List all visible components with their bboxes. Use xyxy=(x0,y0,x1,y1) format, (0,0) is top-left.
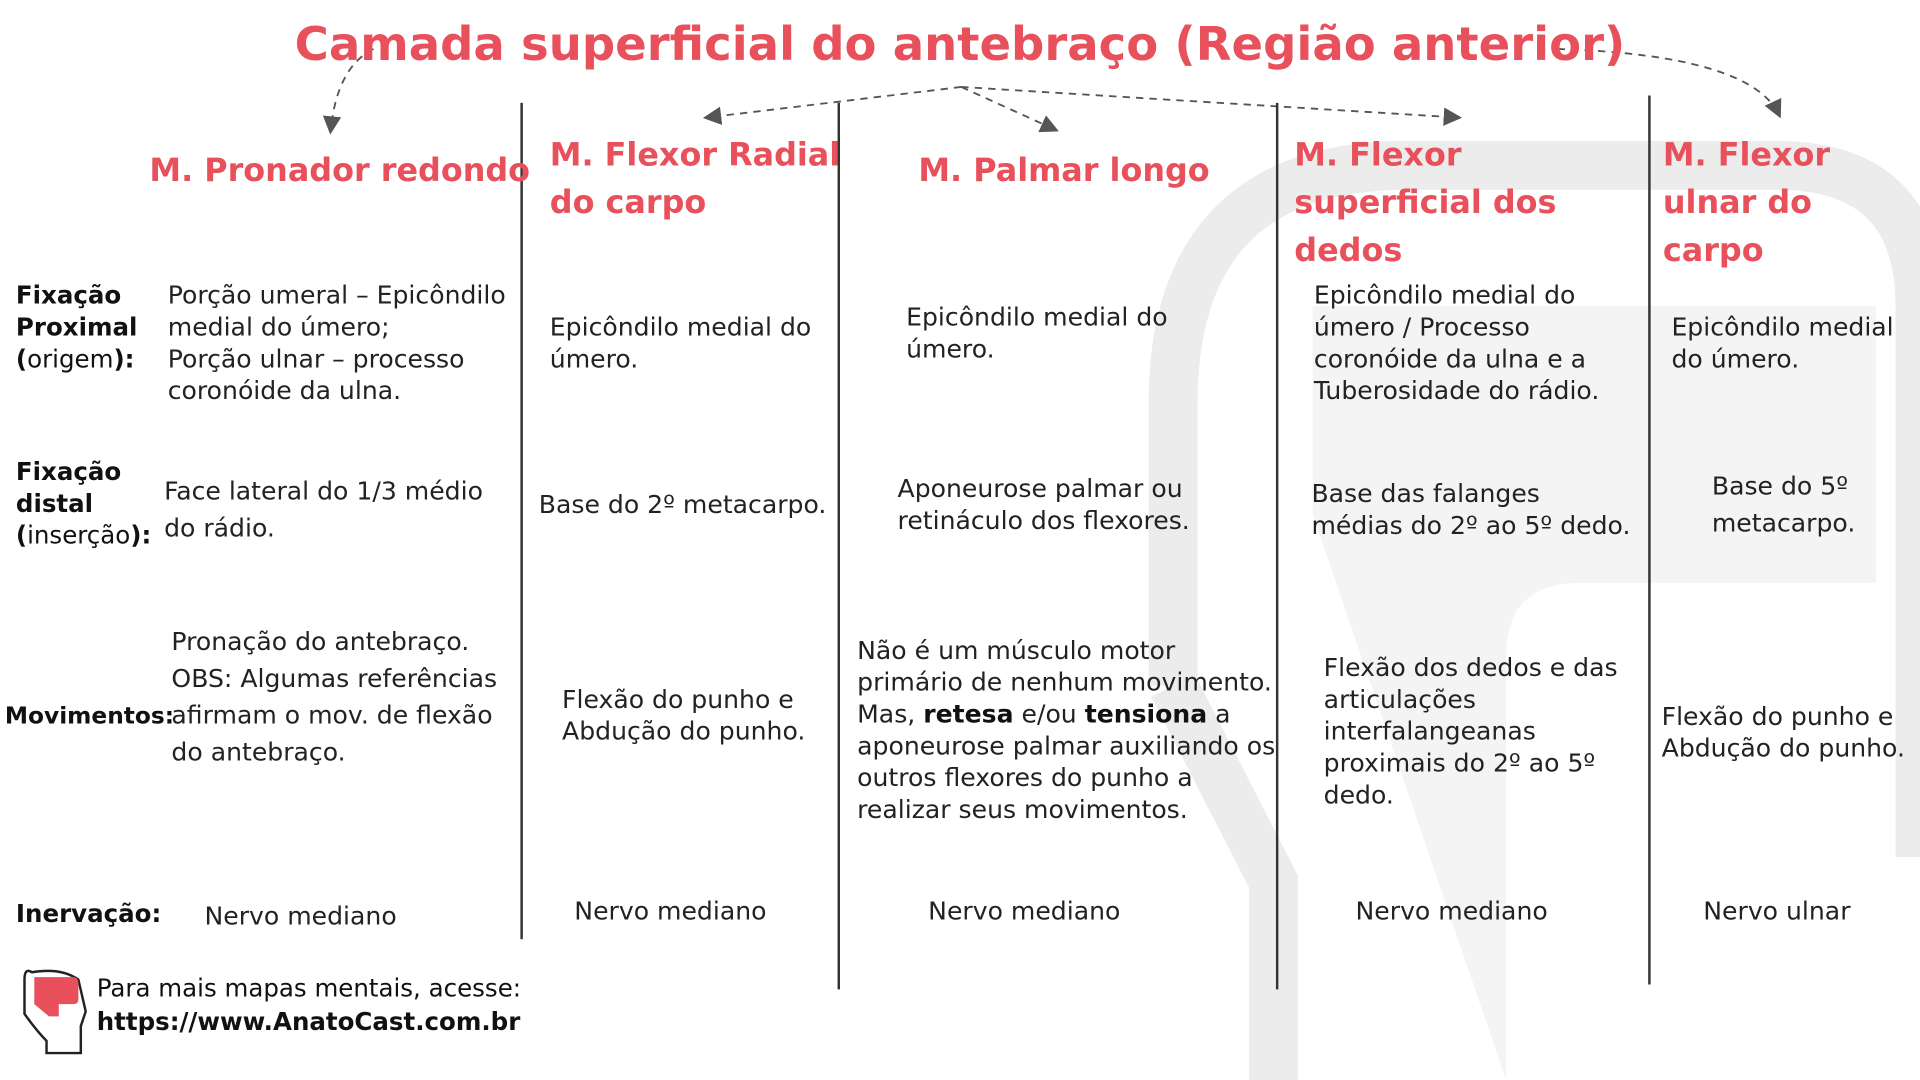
cell-movimentos-pronador: Pronação do antebraço. OBS: Algumas referências afirmam o mov. de flexão do antebraço. xyxy=(171,626,498,767)
cell-movimentos-flexor-superficial: Flexão dos dedos e das articulações interfalangeanas proximais do 2º ao 5º dedo. xyxy=(1323,652,1618,810)
cell-distal-flexor-radial: Base do 2º metacarpo. xyxy=(538,489,827,520)
cell-movimentos-palmar-longo: Não é um músculo motor primário de nenhum movimento. Mas, retesa e/ou tensiona a aponeurose palmar auxiliando os outros flexores do punho a realizar seus movimentos. xyxy=(857,635,1276,825)
row-label-distal: Fixação distal (inserção): xyxy=(15,456,152,550)
page-title: Camada superficial do antebraço (Região anterior) xyxy=(294,17,1626,72)
cell-movimentos-flexor-radial: Flexão do punho e Abdução do punho. xyxy=(562,684,806,746)
row-label-inervacao: Inervação: xyxy=(15,898,162,929)
cell-proximal-flexor-superficial: Epicôndilo medial do úmero / Processo coronóide da ulna e a Tuberosidade do rádio. xyxy=(1313,280,1600,406)
row-label-movimentos: Movimentos: xyxy=(4,702,175,730)
cell-inervacao-flexor-ulnar: Nervo ulnar xyxy=(1703,896,1851,926)
column-header-flexor-radial: M. Flexor Radial do carpo xyxy=(549,137,841,222)
cell-movimentos-flexor-ulnar: Flexão do punho e Abdução do punho. xyxy=(1661,701,1905,763)
footer-line: Para mais mapas mentais, acesse: xyxy=(96,973,522,1003)
cell-proximal-pronador: Porção umeral – Epicôndilo medial do úmero; Porção ulnar – processo coronóide da ulna. xyxy=(167,280,506,406)
row-label-proximal: Fixação Proximal (origem): xyxy=(15,280,138,374)
footer-text xyxy=(97,972,521,1038)
column-header-flexor-ulnar: M. Flexor ulnar do carpo xyxy=(1662,137,1831,270)
column-header-flexor-superficial: M. Flexor superficial dos dedos xyxy=(1294,137,1557,270)
cell-distal-pronador: Face lateral do 1/3 médio do rádio. xyxy=(164,476,483,543)
cell-inervacao-palmar-longo: Nervo mediano xyxy=(928,896,1121,926)
cell-inervacao-flexor-radial: Nervo mediano xyxy=(574,896,767,926)
cell-proximal-palmar-longo: Epicôndilo medial do úmero. xyxy=(906,302,1168,364)
cell-distal-flexor-ulnar: Base do 5º metacarpo. xyxy=(1711,471,1856,538)
cell-proximal-flexor-radial: Epicôndilo medial do úmero. xyxy=(549,312,812,374)
cell-inervacao-pronador: Nervo mediano xyxy=(204,901,397,931)
cell-distal-palmar-longo: Aponeurose palmar ou retináculo dos flexores. xyxy=(897,473,1190,536)
column-header-palmar-longo: M. Palmar longo xyxy=(918,153,1210,190)
cell-proximal-flexor-ulnar: Epicôndilo medial do úmero. xyxy=(1671,312,1894,374)
cell-inervacao-flexor-superficial: Nervo mediano xyxy=(1355,896,1548,926)
cell-distal-flexor-superficial: Base das falanges médias do 2º ao 5º dedo. xyxy=(1311,478,1631,541)
footer-url-link[interactable]: https://www.AnatoCast.com.br xyxy=(96,1006,521,1036)
column-header-pronador: M. Pronador redondo xyxy=(149,153,531,190)
